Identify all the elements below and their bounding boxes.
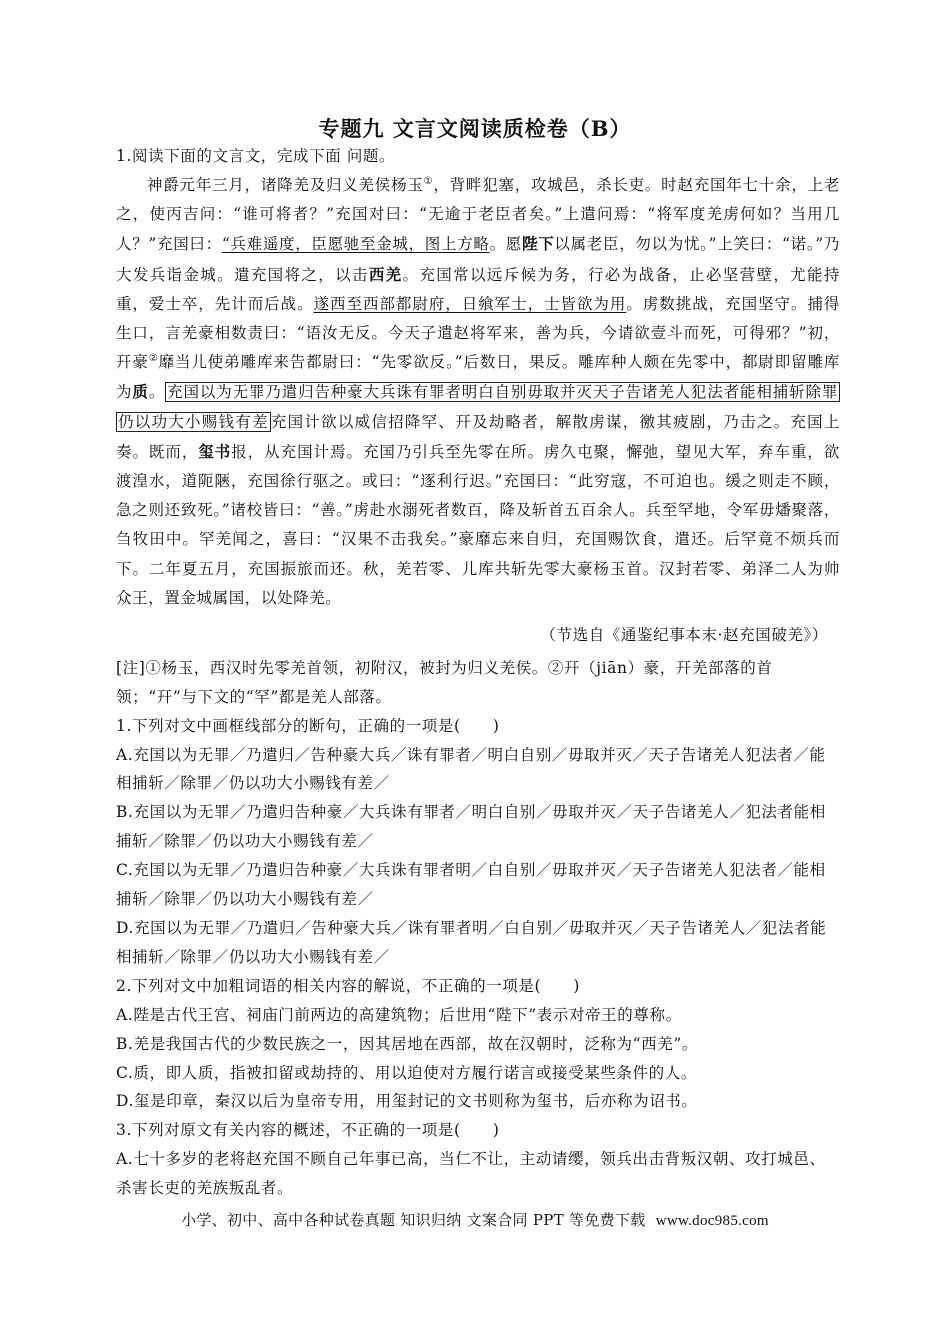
bold-term-zhi: 质	[132, 382, 149, 402]
boxed-sentence: 充国以为无罪乃遣归告种豪大兵诛有罪者明白自别毋取并灭天子告诸羌人犯法者能相捕斩除罪仍以功大小赐钱有差	[118, 383, 838, 431]
option-a: A.七十多岁的老将赵充国不顾自己年事已高，当仁不让，主动请缨，领兵出击背叛汉朝、攻打城邑、杀害长吏的羌族叛乱者。	[116, 1150, 826, 1198]
question-stem: 3.下列对原文有关内容的概述，不正确的一项是( )	[116, 1121, 500, 1140]
bold-term-xiqiang: 西羌	[368, 264, 403, 284]
question-intro: 1.阅读下面的文言文，完成下面 问题。	[116, 147, 396, 165]
bold-term-xishu: 玺书	[198, 441, 232, 461]
footer-link[interactable]: www.doc985.com	[655, 1213, 769, 1229]
question-stem: 2.下列对文中加粗词语的相关内容的解说，不正确的一项是( )	[116, 976, 580, 995]
passage-segment: 报，从充国计焉。充国乃引兵至先零在所。虏久屯聚，懈弛，望见大军，弃车重，欲渡湟水，道阨陿，充国徐行驱之。或曰：“逐利行迟。”充国曰：“此穷寇，不可迫也。缓之则走不顾，急之则还致死。”诸校皆曰：“善。”虏赴水溺死者数百，降及斩首五百余人。兵至罕地，令军毋燔聚落，刍牧田中。罕羌闻之，喜曰：“汉果不击我矣。”豪靡忘来自归，充国赐饮食，遣还。后罕竟不烦兵而下。二年夏五月，充国振旅而还。秋，羌若零、儿库共斩先零大豪杨玉首。汉封若零、弟泽二人为帅众王，置金城属国，以处降羌。	[116, 442, 840, 607]
footnote-marker-2: ②	[148, 352, 159, 364]
passage-segment: 以属老臣，勿以为忧。”上笑曰：“诺。”乃大发兵诣金城。遣充国将之，以击	[116, 235, 841, 284]
option-b: B.羌是我国古代的少数民族之一，因其居地在西部，故在汉朝时，泛称为“西羌”。	[116, 1034, 698, 1053]
passage-segment: 靡当儿使弟雕库来告都尉曰：“先零欲反。”后数日，果反。雕库种人颇在先零中，都尉即留雕库为	[116, 353, 840, 402]
passage-source: （节选自《通鉴纪事本末·赵充国破羌》）	[540, 625, 828, 644]
passage-segment: 充国计欲以威信招降罕、幵及劫略者，解散虏谋，徼其疲剧，乃击之。充国上奏。既而，	[116, 412, 841, 461]
passage-segment: 。虏数挑战，充国坚守。捕得生口，言羌豪相数责曰：“语汝无反。今天子遣赵将军来，善为兵，今请欲壹斗而死，可得邪？”初，幵豪	[116, 294, 841, 372]
passage-segment: 。愿	[489, 235, 522, 254]
passage-segment: ，背畔犯塞，攻城邑，杀长吏。时赵充国年七十余，上老之，使丙吉问：“谁可将者？”充国对曰：“无逾于老臣者矣。”上遣问焉：“将军度羌虏何如？当用几人？”充国曰：	[116, 175, 840, 254]
page-title: 专题九 文言文阅读质检卷（B）	[318, 116, 632, 141]
question-3	[116, 1116, 840, 1203]
underlined-sentence-1: “兵难遥度，臣愿驰至金城，图上方略	[221, 235, 490, 254]
footnote-marker-1: ①	[423, 175, 434, 187]
option-c: C.质，即人质，指被扣留或劫持的、用以迫使对方履行诺言或接受某些条件的人。	[116, 1063, 697, 1082]
document-body	[116, 142, 840, 1203]
page-footer	[0, 1209, 950, 1230]
option-a: A.充国以为无罪／乃遣归／告种豪大兵／诛有罪者／明白自别／毋取并灭／天子告诸羌人犯法者／能相捕斩／除罪／仍以功大小赐钱有差／	[116, 745, 826, 793]
option-b: B.充国以为无罪／乃遣归告种豪／大兵诛有罪者／明白自别／毋取并灭／天子告诸羌人／犯法者能相捕斩／除罪／仍以功大小赐钱有差／	[116, 803, 826, 851]
underlined-sentence-2: 遂西至西部都尉府，日飨军士，士皆欲为用	[313, 294, 627, 313]
footer-text: 小学、初中、高中各种试卷真题 知识归纳 文案合同 PPT 等免费下载	[181, 1211, 646, 1229]
footnote: [注]①杨玉，西汉时先零羌首领，初附汉，被封为归义羌侯。②幵（jiān）豪，幵羌部落的首领；“幵”与下文的“罕”都是羌人部落。	[116, 658, 773, 706]
passage-segment: 。充国常以远斥候为务，行必为战备，止必坚营壁，尤能持重，爱士卒，先计而后战。	[116, 265, 840, 313]
option-a: A.陛是古代王宫、祠庙门前两边的高建筑物；后世用“陛下”表示对帝王的尊称。	[116, 1005, 682, 1024]
bold-term-bixia: 陛下	[522, 234, 555, 254]
question-stem: 1.下列对文中画框线部分的断句，正确的一项是( )	[116, 716, 500, 735]
option-d: D.玺是印章，秦汉以后为皇帝专用，用玺封记的文书则称为玺书，后亦称为诏书。	[116, 1092, 698, 1111]
option-d: D.充国以为无罪／乃遣归／告种豪大兵／诛有罪者明／白自别／毋取并灭／天子告诸羌人／犯法者能相捕斩／除罪／仍以功大小赐钱有差／	[116, 919, 827, 966]
question-2	[116, 972, 840, 1117]
passage-segment: 。	[148, 383, 166, 402]
option-c: C.充国以为无罪／乃遣归告种豪／大兵诛有罪者明／白自别／毋取并灭／天子告诸羌人犯法者／能相捕斩／除罪／仍以功大小赐钱有差／	[116, 861, 826, 909]
passage-text	[116, 171, 840, 613]
passage-segment: 神爵元年三月，诸降羌及归义羌侯杨玉	[147, 175, 424, 194]
question-1	[116, 712, 840, 972]
